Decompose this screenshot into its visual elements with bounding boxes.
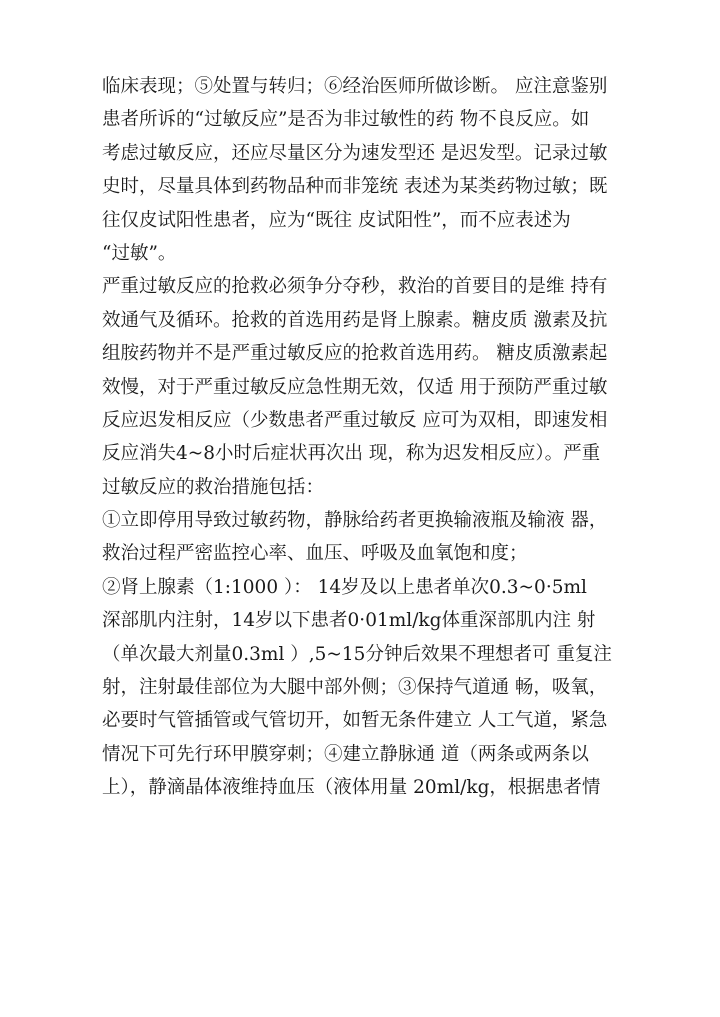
text-line-15: 救治过程严密监控心率、血压、呼吸及血氧饱和度； [102,543,528,565]
text-line-2: 患者所诉的“过敏反应”是否为非过敏性的药 物不良反应。如 [102,109,590,131]
text-line-5: 往仅皮试阳性患者，应为“既往 皮试阳性”，而不应表述为 [102,209,571,231]
text-line-8: 效通气及循环。抢救的首选用药是肾上腺素。糖皮质 激素及抗 [102,309,608,331]
text-line-18: （单次最大剂量0.3ml ）,5~15分钟后效果不理想者可 重复注 [102,643,612,665]
text-line-10: 效慢，对于严重过敏反应急性期无效，仅适 用于预防严重过敏 [102,376,608,398]
text-line-11: 反应迟发相反应（少数患者严重过敏反 应可为双相，即速发相 [102,409,608,431]
text-line-4: 史时，尽量具体到药物品种而非笼统 表述为某类药物过敏；既 [102,176,608,198]
text-line-14: ①立即停用导致过敏药物，静脉给药者更换输液瓶及输液 器， [102,510,608,532]
text-line-7: 严重过敏反应的抢救必须争分夺秒，救治的首要目的是维 持有 [102,276,608,298]
text-line-22: 上），静滴晶体液维持血压（液体用量 20ml/kg，根据患者情 [102,777,601,799]
text-line-20: 必要时气管插管或气管切开，如暂无条件建立 人工气道，紧急 [102,710,608,732]
text-line-1: 临床表现；⑤处置与转归；⑥经治医师所做诊断。 应注意鉴别 [102,76,608,97]
document-body [102,70,622,805]
text-line-3: 考虑过敏反应，还应尽量区分为速发型还 是迟发型。记录过敏 [102,142,608,164]
text-line-6: “过敏”。 [102,242,177,264]
text-line-12: 反应消失4~8小时后症状再次出 现，称为迟发相反应）。严重 [102,443,601,465]
text-line-17: 深部肌内注射，14岁以下患者0·01ml/kg体重深部肌内注 射 [102,610,596,632]
text-line-16: ②肾上腺素（1:1000 ）： 14岁及以上患者单次0.3~0·5ml [102,576,587,598]
text-line-21: 情况下可先行环甲膜穿刺；④建立静脉通 道（两条或两条以 [102,743,589,765]
text-line-13: 过敏反应的救治措施包括： [102,476,325,498]
text-line-19: 射，注射最佳部位为大腿中部外侧；③保持气道通 畅，吸氧， [102,677,608,699]
text-line-9: 组胺药物并不是严重过敏反应的抢救首选用药。 糖皮质激素起 [102,343,608,365]
